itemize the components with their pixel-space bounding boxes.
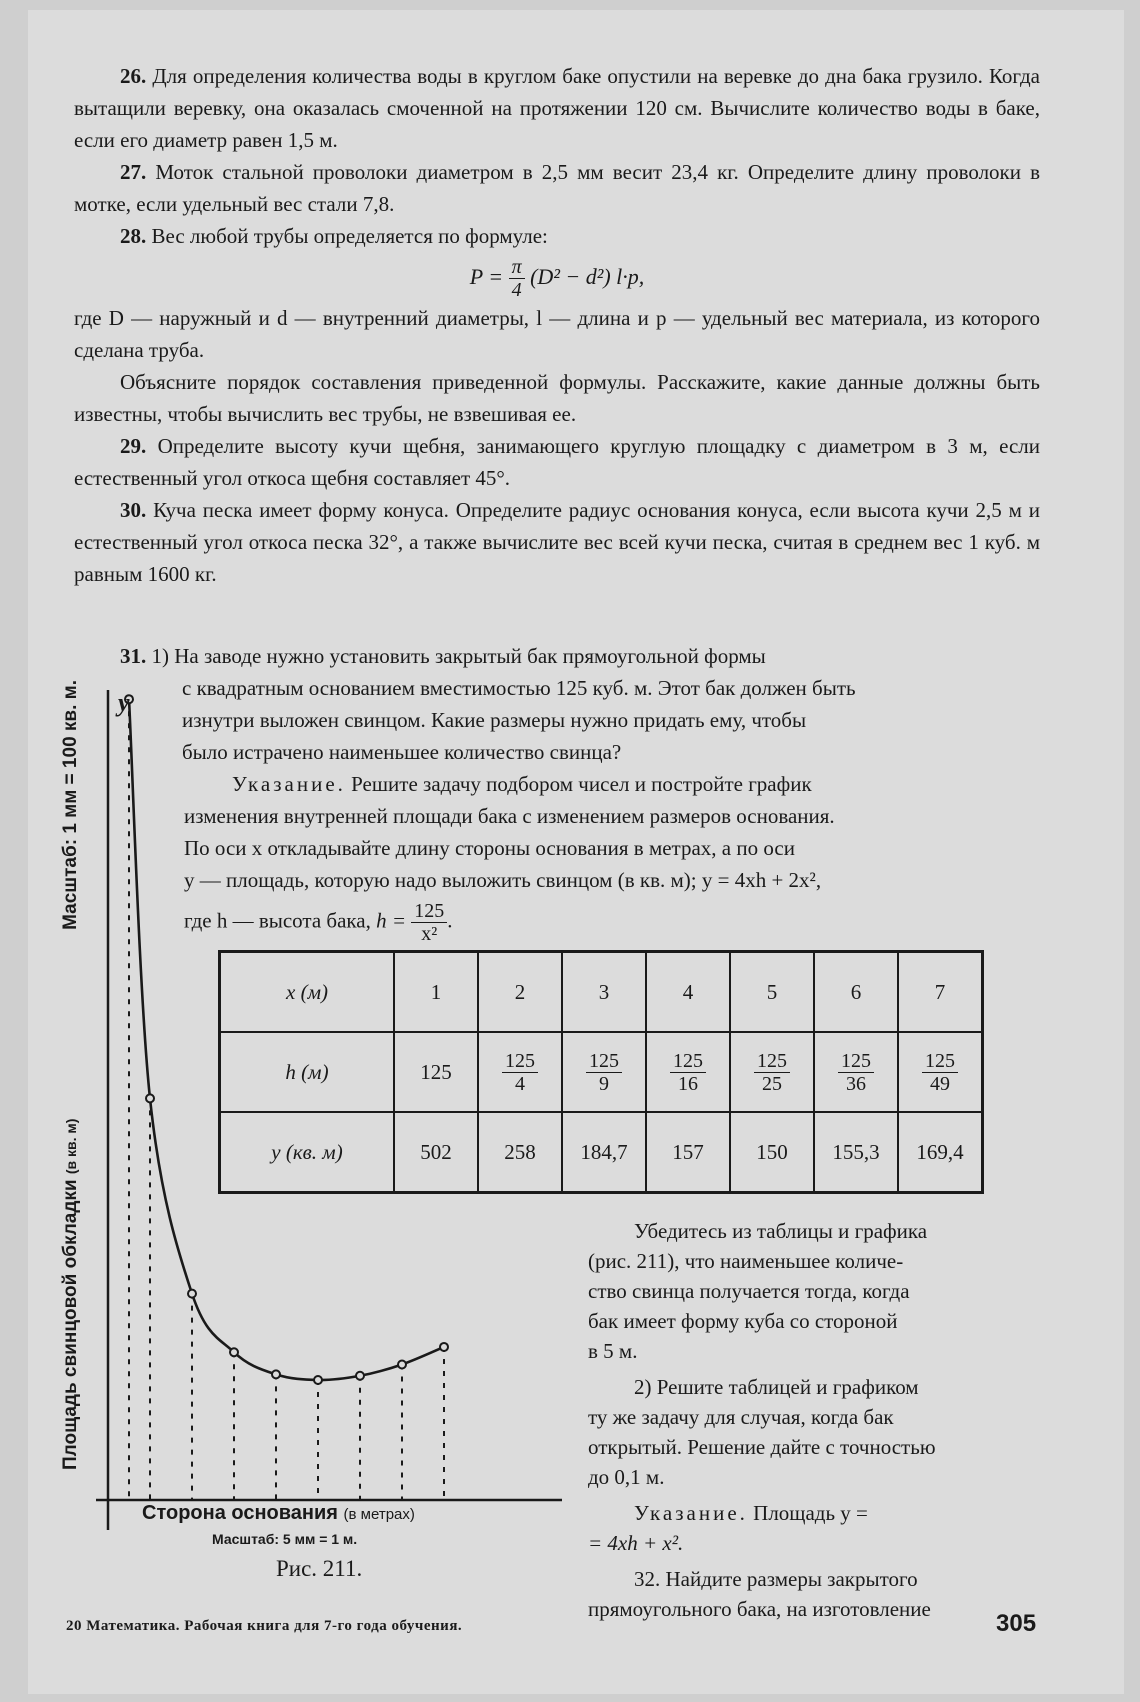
table-row-y: y (кв. м) 502 258 184,7 157 150 155,3 169,4 <box>220 1112 983 1193</box>
problem-28: 28. Вес любой трубы определяется по формуле: <box>120 224 548 248</box>
y-axis-scale: Масштаб: 1 мм = 100 кв. м. <box>60 680 81 930</box>
y-axis-label: Площадь свинцовой обкладки (в кв. м) Масштаб: 1 мм = 100 кв. м. <box>60 680 81 1470</box>
graph-marks <box>96 690 562 1530</box>
problem-28-where: где D — наружный и d — внутренний диаметры, l — длина и p — удельный вес материала, из которого сделана труба. <box>74 306 1040 362</box>
table-row-x: x (м) 1 2 3 4 5 6 7 <box>220 952 983 1033</box>
x-axis-label: Сторона основания (в метрах) <box>142 1502 415 1524</box>
data-point-6 <box>356 1372 364 1380</box>
pipe-weight-formula: P = $\frac{\pi}{4}$ (D² − d²) l·p, <box>469 256 645 302</box>
problem-30: 30. Куча песка имеет форму конуса. Определите радиус основания конуса, если высота кучи 2,5 м и естественный угол откоса песка 32°, а также вычислите вес всей кучи песка, считая в среднем вес 1 куб. м равным 1600 кг. <box>74 498 1040 586</box>
h-fraction: $\frac{125}{\text{x²}}$ <box>411 900 447 945</box>
problem-31: 31. 1) На заводе нужно установить закрытый бак прямоугольной формы с квадратным основанием вместимостью 125 куб. м. Этот бак должен быть изнутри выложен свинцом. Какие размеры нужно придать ему, чтобы было истрачено наименьшее количество свинца? <box>120 644 856 764</box>
table-row-h: h (м) 125 $\frac{125}{4}$ $\frac{125}{9}$ $\frac{125}{16}$ $\frac{125}{25}$ $\frac{125}{36}$ $\frac{125}{49}$ <box>220 1032 983 1112</box>
problem-29: 29. Определите высоту кучи щебня, занимающего круглую площадку с диаметром в 3 м, если естественный угол откоса щебня составляет 45°. <box>74 434 1040 490</box>
data-point-4 <box>272 1370 280 1378</box>
footer-note: 20 Математика. Рабочая книга для 7-го года обучения. <box>66 1618 463 1634</box>
problem-27: 27. Моток стальной проволоки диаметром в 2,5 мм весит 23,4 кг. Определите длину проволоки в мотке, если удельный вес стали 7,8. <box>74 160 1041 216</box>
series-line-area <box>129 699 444 1380</box>
y-axis-letter: y <box>118 688 130 717</box>
problem-26: 26. Для определения количества воды в круглом баке опустили на веревке до дна бака грузило. Когда вытащили веревку, она оказалась смоченной на протяжении 120 см. Вычислите количество воды в баке, если его диаметр равен 1,5 м. <box>74 64 1040 152</box>
problem-31-conclusion: Убедитесь из таблицы и графика (рис. 211), что наименьшее количе- ство свинца получается тогда, когда бак имеет форму куба со стороной в 5 м. 2) Решите таблицей и графиком ту же задачу для случая, когда бак открытый. Решение дайте с точностью до 0,1 м. Указание. Площадь y = = 4xh + x². 32. Найдите размеры закрытого прямоугольного бака, на изготовление <box>588 1219 936 1621</box>
page-number: 305 <box>996 1610 1037 1637</box>
data-point-7 <box>398 1360 406 1368</box>
problem-31-hint: Указание. Решите задачу подбором чисел и постройте график изменения внутренней площади бака с изменением размеров основания. По оси x откладывайте длину стороны основания в метрах, а по оси y — площадь, которую надо выложить свинцом (в кв. м); y = 4xh + 2x², где h — высота бака, h = $\frac{125}{\text{x²}}$ . <box>184 772 835 945</box>
figure-caption: Рис. 211. <box>276 1556 363 1581</box>
data-point-8 <box>440 1343 448 1351</box>
formula-fraction: $\frac{\pi}{4}$ <box>509 256 525 301</box>
data-point-3 <box>230 1348 238 1356</box>
problem-28-explain: Объясните порядок составления приведенной формулы. Расскажите, какие данные должны быть известны, чтобы вычислить вес трубы, не взвешивая ее. <box>74 370 1040 426</box>
data-point-2 <box>188 1290 196 1298</box>
data-point-5 <box>314 1376 322 1384</box>
data-point-1 <box>146 1094 154 1102</box>
x-axis-scale: Масштаб: 5 мм = 1 м. <box>212 1531 358 1547</box>
